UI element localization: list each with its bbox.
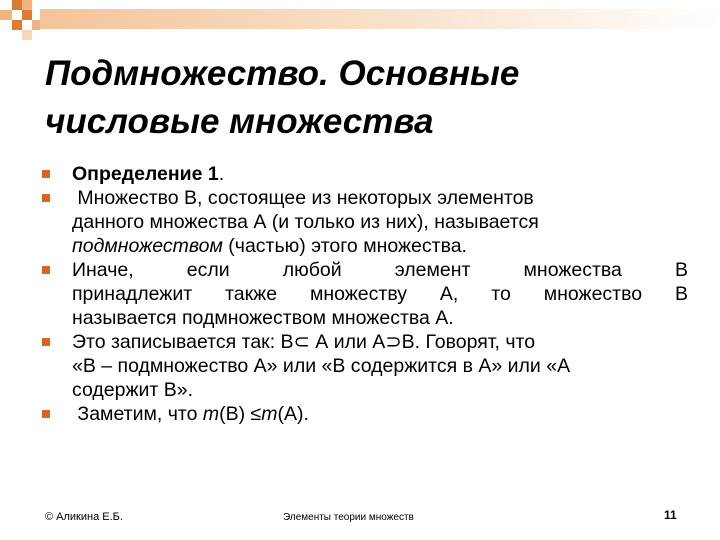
bullet-marker <box>42 266 50 274</box>
page-number: 11 <box>664 508 677 522</box>
text-fragment: Заметим, что <box>72 403 203 425</box>
text-fragment: (А). <box>277 403 309 425</box>
bullet-measure <box>40 402 688 426</box>
term-subset: подмножеством <box>72 235 223 257</box>
deco-square-orange <box>12 0 22 10</box>
deco-square-orange <box>0 10 12 20</box>
bullet-otherwise <box>40 258 688 330</box>
bullet-marker <box>42 170 50 178</box>
text-line: данного множества А (и только из них), называется <box>72 211 539 233</box>
deco-square-orange <box>22 0 32 10</box>
text-line <box>72 234 688 258</box>
title-line: числовые множества <box>45 102 434 141</box>
bullet-notation <box>40 330 688 402</box>
slide-title <box>45 50 685 146</box>
text-line: называется подмножеством множества А. <box>72 307 454 329</box>
deco-square-orange <box>32 20 40 30</box>
text-line: Это записывается так: В⊂ А или А⊃В. Говорят, что <box>72 331 536 353</box>
text-fragment: (частью) этого множества. <box>222 235 467 257</box>
bullet-marker <box>42 338 50 346</box>
footer-author: © Аликина Е.Б. <box>45 511 123 523</box>
deco-square-orange <box>22 10 32 20</box>
text-line: Иначе, если любой элемент множества В <box>72 259 688 281</box>
measure-symbol: m <box>261 403 278 425</box>
bullet-marker <box>42 410 50 418</box>
text-line: содержит В». <box>72 379 194 401</box>
text-fragment: (В) ≤ <box>219 403 262 425</box>
text-line: Множество В, состоящее из некоторых элементов <box>72 187 534 209</box>
header-gradient-bar <box>40 9 720 29</box>
footer-course: Элементы теории множеств <box>283 512 414 523</box>
bullet-subset-definition <box>40 186 688 258</box>
deco-square-orange <box>22 30 32 40</box>
title-line: Подмножество. Основные <box>45 54 520 93</box>
text-line: принадлежит также множеству А, то множество В <box>72 283 688 305</box>
slide-body <box>40 162 688 426</box>
bullet-marker <box>42 194 50 202</box>
measure-symbol: m <box>202 403 220 425</box>
definition-dot: . <box>218 163 225 185</box>
deco-square-orange <box>12 20 22 30</box>
text-line: «В – подмножество А» или «В содержится в А» или «А <box>72 355 571 377</box>
bullet-definition <box>40 162 688 186</box>
definition-label: Определение 1 <box>72 163 219 185</box>
